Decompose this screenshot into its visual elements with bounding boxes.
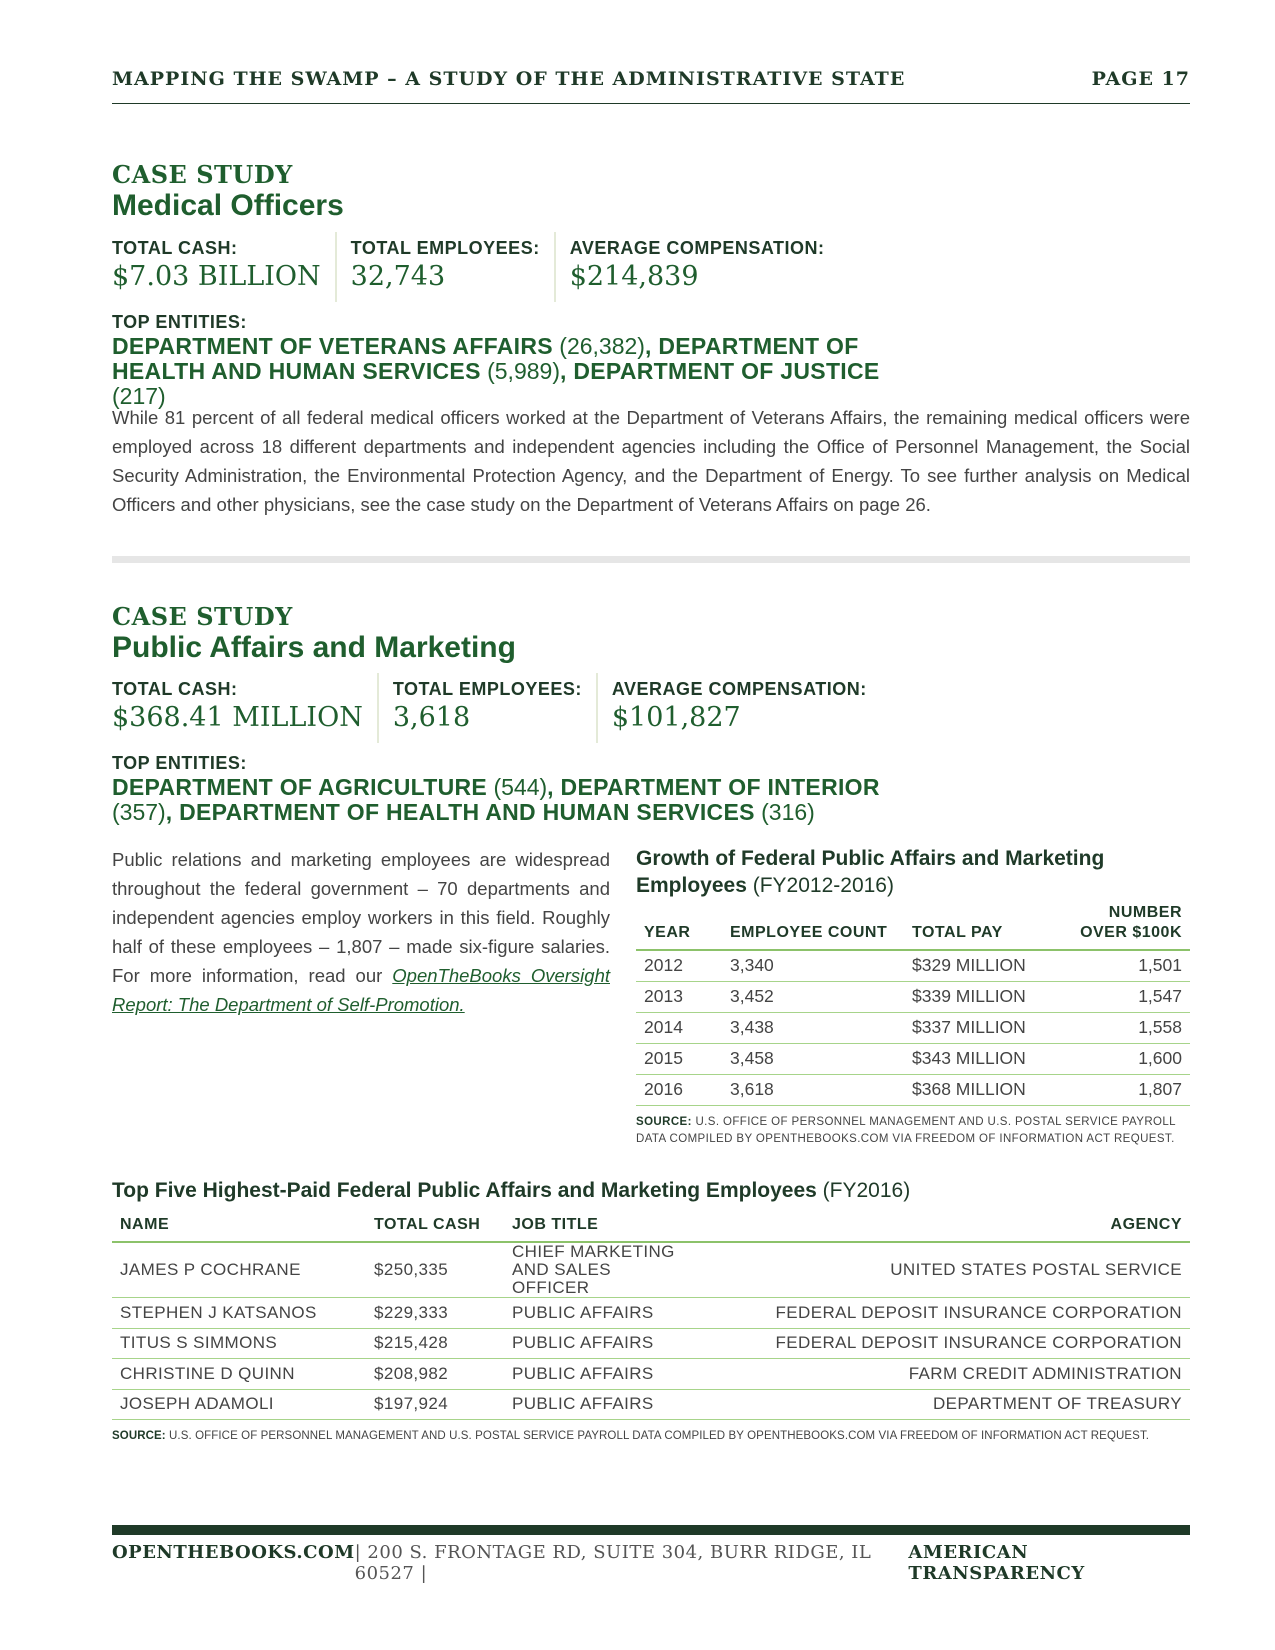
entity-name: DEPARTMENT OF VETERANS AFFAIRS [112,333,553,359]
table-title-suffix: (FY2016) [822,1179,911,1202]
table-row [636,1043,1190,1074]
cell-employee-count: 3,618 [722,1074,904,1105]
page-number: PAGE 17 [1091,68,1190,90]
table-row [112,1242,1190,1298]
entity-count: (5,989) [487,358,560,384]
cell-total-pay: $337 MILLION [904,1012,1052,1043]
stat-label: TOTAL EMPLOYEES: [392,679,582,699]
cell-agency: UNITED STATES POSTAL SERVICE [744,1242,1190,1298]
case-study-title: Medical Officers [112,189,344,222]
cell-agency: DEPARTMENT OF TREASURY [744,1389,1190,1420]
entity-count: (544) [493,774,548,800]
cell-employee-count: 3,438 [722,1012,904,1043]
table-row [112,1328,1190,1359]
source-text: U.S. OFFICE OF PERSONNEL MANAGEMENT AND U.S. POSTAL SERVICE PAYROLL DATA COMPILED BY OPENTHEBOOKS.COM VIA FREEDOM OF INFORMATION ACT REQUEST. [636,1115,1176,1145]
source-label: SOURCE: [636,1115,692,1128]
col-header-agency: AGENCY [744,1215,1190,1242]
cell-number-over-100k: 1,558 [1052,1012,1190,1043]
growth-table [636,903,1190,1106]
growth-table-block [636,845,1190,1148]
top-five-table-title [112,1177,1190,1205]
table-row [112,1359,1190,1390]
entity-count: (217) [112,383,166,409]
top-five-table-source [112,1428,1190,1445]
section-divider [112,556,1190,563]
col-header-name: NAME [112,1215,366,1242]
top-entities-label: TOP ENTITIES: [112,312,247,332]
growth-table-title [636,845,1190,899]
cell-job-title: CHIEF MARKETING AND SALES OFFICER [504,1242,744,1298]
cell-job-title: PUBLIC AFFAIRS [504,1389,744,1420]
stat-value: $101,827 [611,702,741,733]
table-header-row [112,1215,1190,1242]
cell-job-title: PUBLIC AFFAIRS [504,1328,744,1359]
cell-total-cash: $215,428 [366,1328,504,1359]
table-title-text: Growth of Federal Public Affairs and Marketing Employees [636,847,1105,897]
cell-name: STEPHEN J KATSANOS [112,1298,366,1329]
cell-year: 2015 [636,1043,722,1074]
cell-name: JAMES P COCHRANE [112,1242,366,1298]
case-study-medical-officers [112,162,1190,224]
col-header-number-over-100k: NUMBER OVER $100K [1052,903,1190,950]
cell-job-title: PUBLIC AFFAIRS [504,1298,744,1329]
stat-label: TOTAL CASH: [112,679,238,699]
stat-value: $368.41 MILLION [112,702,363,733]
case-study-paragraph: While 81 percent of all federal medical officers worked at the Department of Veterans Affairs, the remaining medical officers were employed across 18 different departments and independent agencies including the Office of Personnel Management, the Social Security Administration, the Environmental Protection Agency, and the Department of Energy. To see further analysis on Medical Officers and other physicians, see the case study on the Department of Veterans Affairs on page 26. [112,407,1190,515]
entity-name: DEPARTMENT OF AGRICULTURE [112,774,488,800]
case-study-public-affairs [112,604,1190,666]
stat-total-employees [335,232,554,302]
entity-count: (357) [112,799,166,825]
stat-average-compensation [596,673,881,743]
public-affairs-paragraph [112,845,610,1019]
table-header-row [636,903,1190,950]
case-study-title: Public Affairs and Marketing [112,631,516,664]
oversight-report-link[interactable]: OpenTheBooks Oversight Report: The Department of Self-Promotion. [112,965,610,1015]
cell-total-cash: $229,333 [366,1298,504,1329]
stat-average-compensation [554,232,839,302]
top-five-table-block [112,1177,1190,1445]
cell-number-over-100k: 1,600 [1052,1043,1190,1074]
entity-name: DEPARTMENT OF HEALTH AND HUMAN SERVICES [112,333,859,384]
table-row [112,1389,1190,1420]
stat-label: TOTAL CASH: [112,238,238,258]
top-entities-list: DEPARTMENT OF AGRICULTURE (544), DEPARTMENT OF INTERIOR (357), DEPARTMENT OF HEALTH AND HUMAN SERVICES (316) [112,774,880,825]
table-title-suffix: (FY2012-2016) [752,874,894,897]
stat-total-cash [112,673,377,743]
footer-site: OPENTHEBOOKS.COM [112,1542,355,1563]
entity-count: (316) [761,799,815,825]
source-label: SOURCE: [112,1430,166,1442]
case-study-kicker: CASE STUDY [112,602,293,631]
stat-total-employees [377,673,596,743]
document-title: MAPPING THE SWAMP – A STUDY OF THE ADMINISTRATIVE STATE [112,68,906,90]
col-header-year: YEAR [636,903,722,950]
cell-name: TITUS S SIMMONS [112,1328,366,1359]
footer-org: AMERICAN TRANSPARENCY [908,1542,1085,1584]
table-row [636,1012,1190,1043]
page-footer [112,1542,1190,1584]
growth-table-source [636,1114,1190,1148]
table-row [636,1074,1190,1105]
col-header-total-cash: TOTAL CASH [366,1215,504,1242]
cell-agency: FEDERAL DEPOSIT INSURANCE CORPORATION [744,1328,1190,1359]
cell-agency: FEDERAL DEPOSIT INSURANCE CORPORATION [744,1298,1190,1329]
table-row [636,950,1190,981]
cell-total-pay: $339 MILLION [904,981,1052,1012]
cell-employee-count: 3,452 [722,981,904,1012]
cell-employee-count: 3,458 [722,1043,904,1074]
case-study-kicker: CASE STUDY [112,160,293,189]
stat-value: $7.03 BILLION [112,261,321,292]
cell-total-pay: $368 MILLION [904,1074,1052,1105]
cell-number-over-100k: 1,547 [1052,981,1190,1012]
stat-total-cash [112,232,335,302]
col-header-job-title: JOB TITLE [504,1215,744,1242]
page-header [112,62,1190,104]
cell-total-pay: $343 MILLION [904,1043,1052,1074]
footer-address: | 200 S. FRONTAGE RD, SUITE 304, BURR RIDGE, IL 60527 | [354,1542,872,1584]
table-row [636,981,1190,1012]
top-entities-list: DEPARTMENT OF VETERANS AFFAIRS (26,382), DEPARTMENT OF HEALTH AND HUMAN SERVICES (5,989), DEPARTMENT OF JUSTICE (217) [112,333,880,409]
cell-job-title: PUBLIC AFFAIRS [504,1359,744,1390]
cell-total-cash: $197,924 [366,1389,504,1420]
source-text: U.S. OFFICE OF PERSONNEL MANAGEMENT AND U.S. POSTAL SERVICE PAYROLL DATA COMPILED BY OPENTHEBOOKS.COM VIA FREEDOM OF INFORMATION ACT REQUEST. [169,1430,1150,1442]
cell-year: 2014 [636,1012,722,1043]
paragraph-text: Public relations and marketing employees are widespread throughout the federal government – 70 departments and independent agencies employ workers in this field. Roughly half of these employees – 1,807 – made six-figure salaries. For more information, read our [112,849,610,986]
footer-bar [112,1525,1190,1535]
top-five-table [112,1215,1190,1420]
cell-total-pay: $329 MILLION [904,950,1052,981]
cell-name: JOSEPH ADAMOLI [112,1389,366,1420]
cell-year: 2012 [636,950,722,981]
col-header-total-pay: TOTAL PAY [904,903,1052,950]
cell-agency: FARM CREDIT ADMINISTRATION [744,1359,1190,1390]
cell-total-cash: $208,982 [366,1359,504,1390]
cell-year: 2013 [636,981,722,1012]
cell-employee-count: 3,340 [722,950,904,981]
table-title-text: Top Five Highest-Paid Federal Public Affairs and Marketing Employees [112,1179,817,1202]
top-entities-label: TOP ENTITIES: [112,753,247,773]
stat-label: TOTAL EMPLOYEES: [350,238,540,258]
stat-value: 32,743 [350,261,446,292]
col-header-employee-count: EMPLOYEE COUNT [722,903,904,950]
entity-name: DEPARTMENT OF HEALTH AND HUMAN SERVICES [179,799,755,825]
entity-count: (26,382) [559,333,645,359]
cell-name: CHRISTINE D QUINN [112,1359,366,1390]
stat-label: AVERAGE COMPENSATION: [611,679,867,699]
stat-value: $214,839 [569,261,699,292]
table-row [112,1298,1190,1329]
entity-name: DEPARTMENT OF INTERIOR [560,774,880,800]
cell-total-cash: $250,335 [366,1242,504,1298]
cell-number-over-100k: 1,501 [1052,950,1190,981]
entity-name: DEPARTMENT OF JUSTICE [573,358,880,384]
stat-value: 3,618 [392,702,471,733]
stat-label: AVERAGE COMPENSATION: [569,238,825,258]
cell-year: 2016 [636,1074,722,1105]
cell-number-over-100k: 1,807 [1052,1074,1190,1105]
